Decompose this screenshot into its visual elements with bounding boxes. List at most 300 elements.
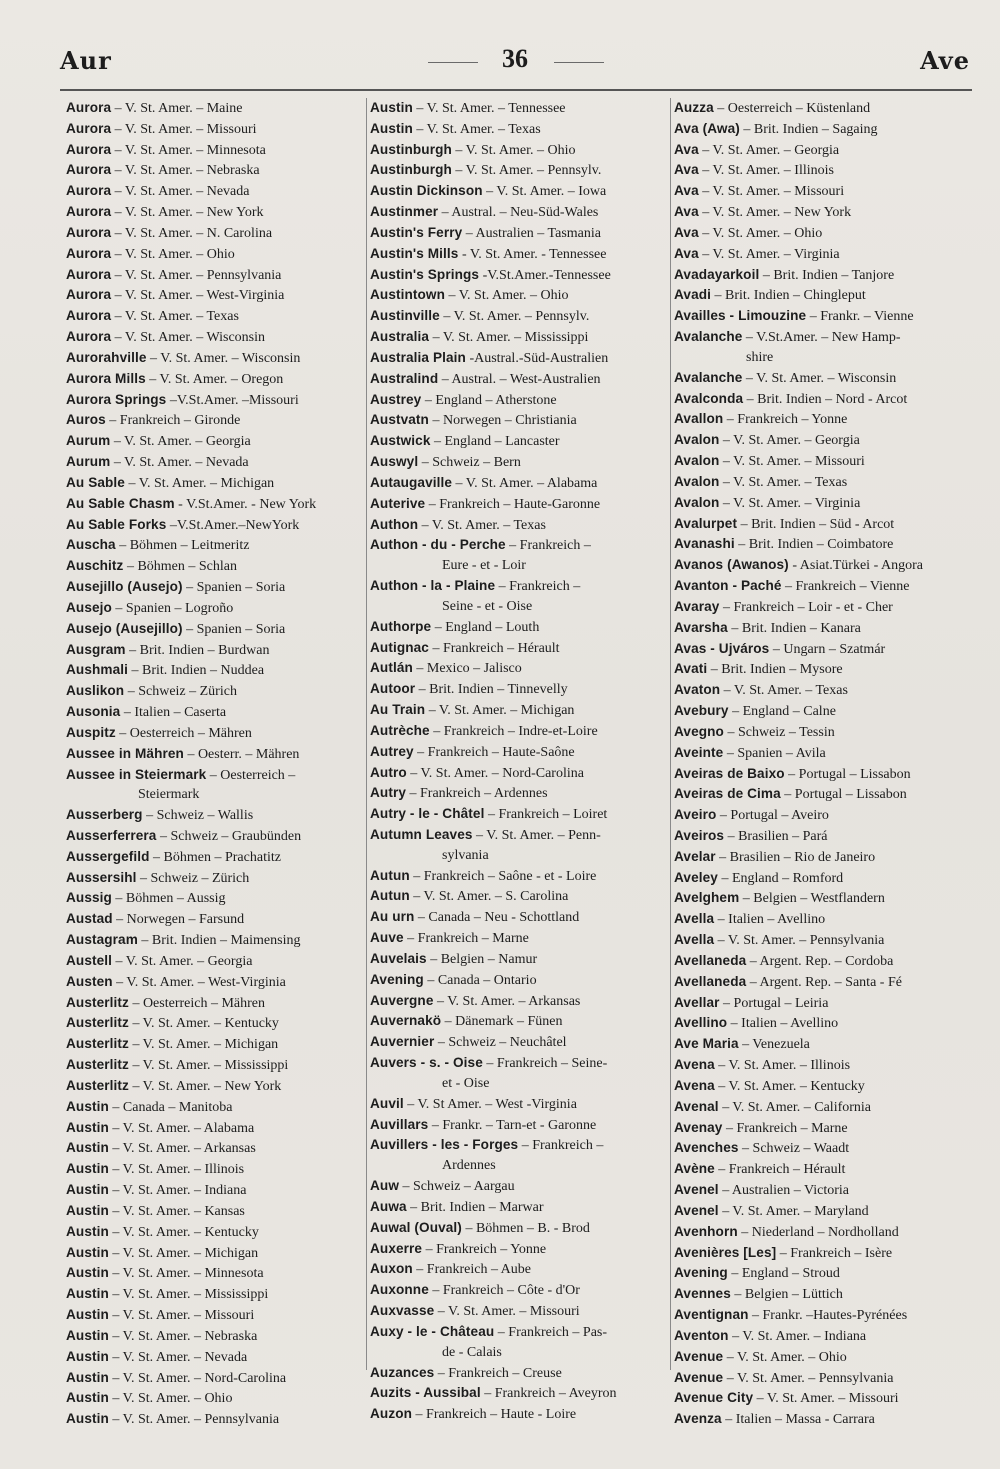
entry-headword: Avelghem [674, 890, 740, 906]
column-2 [370, 98, 670, 1425]
gazetteer-entry [370, 285, 670, 306]
entry-headword: Autoor [370, 681, 416, 697]
gazetteer-entry [370, 1383, 670, 1404]
gazetteer-entry [674, 430, 974, 451]
entry-location: – V. St. Amer. – Virginia [719, 495, 861, 511]
entry-location: – Italien – Caserta [120, 705, 227, 721]
entry-headword: Austin [66, 1327, 109, 1343]
entry-location: – Frankreich – [518, 1138, 604, 1154]
entry-location: – V. St. Amer. – Nebraska [111, 163, 260, 179]
gazetteer-entry [674, 265, 974, 286]
entry-location: – Schweiz – Graubünden [156, 828, 302, 844]
gazetteer-entry [370, 638, 670, 659]
entry-headword: Aventignan [674, 1307, 749, 1323]
entry-headword: Aurora [66, 204, 112, 220]
gazetteer-entry [66, 805, 366, 826]
entry-location: – Oesterr. – Mähren [183, 746, 300, 762]
entry-headword: Aurorahville [66, 349, 147, 365]
entry-location: – V. St. Amer. – Maine [111, 101, 243, 116]
entry-location: – V. St. Amer. – Arkansas [433, 993, 581, 1009]
entry-location: – V. St. Amer. – Alabama [108, 1120, 255, 1136]
entry-headword: Avanos (Awanos) [674, 557, 789, 573]
entry-location: – V. St Amer. – West -Virginia [403, 1096, 577, 1112]
gazetteer-entry [66, 306, 366, 327]
entry-headword: Austad [66, 911, 113, 927]
entry-headword: Avalconda [674, 390, 744, 406]
entry-headword: Austin [66, 1223, 109, 1239]
gazetteer-entry [674, 680, 974, 701]
entry-headword: Australia [370, 329, 430, 345]
entry-location: – V. St. Amer. – Minnesota [108, 1266, 264, 1282]
entry-headword: Avelar [674, 848, 716, 864]
header-right-guide-word: Ave [920, 46, 970, 75]
entry-headword: Auw [370, 1178, 399, 1194]
entry-location: – Frankreich – Vienne [781, 579, 910, 595]
gazetteer-entry [674, 868, 974, 889]
gazetteer-entry [66, 765, 366, 786]
entry-headword: Avellaneda [674, 952, 747, 968]
entry-location: – Frankreich – Loiret [484, 807, 608, 823]
entry-headword: Aussergefild [66, 848, 150, 864]
gazetteer-entry [674, 140, 974, 161]
entry-headword: Avalon [674, 473, 720, 489]
gazetteer-entry [674, 409, 974, 430]
gazetteer-entry [370, 1197, 670, 1218]
gazetteer-entry [370, 1322, 670, 1343]
entry-headword: Aussersihl [66, 869, 137, 885]
entry-headword: Auzza [674, 100, 714, 115]
entry-headword: Avalon [674, 453, 720, 469]
entry-location: – V.St.Amer. – New Hamp- [742, 330, 901, 346]
gazetteer-entry [66, 348, 366, 369]
entry-location: – Frankreich – Ardennes [406, 786, 548, 802]
entry-headword: Aveiros [674, 827, 725, 843]
gazetteer-entry [674, 1097, 974, 1118]
entry-location: – V. St. Amer. – Mississippi [429, 330, 589, 346]
gazetteer-entry [370, 617, 670, 638]
entry-headword: Auterive [370, 495, 426, 511]
entry-headword: Avalon [674, 432, 720, 448]
entry-headword: Autun [370, 867, 410, 883]
entry-location: - Asiat.Türkei - Angora [788, 558, 923, 574]
entry-headword: Austin [66, 1411, 109, 1427]
entry-continuation: Seine - et - Oise [442, 598, 533, 614]
gazetteer-entry [66, 1388, 366, 1409]
gazetteer-entry [370, 1094, 670, 1115]
entry-location: – V. St. Amer. – Tennessee [412, 101, 566, 116]
entry-headword: Aurora [66, 224, 112, 240]
entry-location: – Frankr. –Hautes-Pyrénées [748, 1308, 908, 1324]
entry-headword: Autignac [370, 639, 429, 655]
header-left-guide-word: Aur [60, 46, 112, 75]
gazetteer-entry [370, 1404, 670, 1425]
entry-headword: Austin [66, 1202, 109, 1218]
entry-location: – Canada – Ontario [423, 972, 537, 988]
entry-headword: Avalanche [674, 329, 743, 345]
column-1 [66, 98, 366, 1430]
entry-location: – Canada – Manitoba [108, 1099, 233, 1115]
entry-location: – Brit. Indien – Sagaing [739, 121, 878, 137]
entry-headword: Autry [370, 785, 406, 801]
gazetteer-entry [674, 202, 974, 223]
gazetteer-entry [370, 1032, 670, 1053]
entry-location: – V. St. Amer. – Texas [412, 121, 541, 137]
entry-headword: Austinburgh [370, 141, 452, 157]
entry-location: – Frankreich – Yonne [422, 1241, 547, 1257]
gazetteer-entry [370, 886, 670, 907]
gazetteer-entry [66, 660, 366, 681]
gazetteer-entry [674, 1013, 974, 1034]
entry-headword: Auvergne [370, 992, 434, 1008]
entry-location: – Brit. Indien – Tanjore [759, 267, 895, 283]
entry-headword: Austin [66, 1348, 109, 1364]
entry-location: – Brit. Indien – Maimensing [137, 933, 301, 949]
gazetteer-entry [674, 847, 974, 868]
entry-headword: Austin's Mills [370, 245, 459, 261]
entry-location: – Dänemark – Fünen [441, 1014, 563, 1030]
entry-headword: Austin [66, 1244, 109, 1260]
entry-continuation: et - Oise [442, 1075, 490, 1091]
entry-continuation: Eure - et - Loir [442, 558, 526, 574]
entry-headword: Avenay [674, 1119, 723, 1135]
gazetteer-entry [674, 451, 974, 472]
entry-headword: Austerlitz [66, 1036, 129, 1052]
entry-headword: Aurora Mills [66, 370, 146, 386]
entry-location: – V. St. Amer. – Nord-Carolina [406, 765, 584, 781]
entry-headword: Avarsha [674, 619, 728, 635]
entry-headword: Auspitz [66, 724, 116, 740]
gazetteer-entry [674, 639, 974, 660]
entry-location: – Oesterreich – Küstenland [713, 101, 871, 116]
entry-headword: Ava [674, 245, 699, 261]
entry-headword: Austrey [370, 391, 422, 407]
entry-location: – England – Calne [728, 704, 836, 720]
entry-location: – Frankreich – [505, 538, 591, 554]
entry-location: – V. St. Amer. – Illinois [714, 1058, 851, 1074]
gazetteer-entry [66, 1076, 366, 1097]
gazetteer-entry [674, 1201, 974, 1222]
entry-headword: Avalurpet [674, 515, 738, 531]
entry-location: – Frankreich – Haute-Saône [413, 744, 575, 760]
entry-location: – V. St. Amer. – Wisconsin [146, 350, 301, 366]
entry-headword: Auros [66, 412, 106, 428]
gazetteer-entry [66, 1263, 366, 1284]
entry-headword: Availles - Limouzine [674, 308, 807, 324]
entry-headword: Avellaneda [674, 973, 747, 989]
gazetteer-entry [66, 556, 366, 577]
gazetteer-entry [674, 493, 974, 514]
entry-location: – Canada – Neu - Schottland [414, 910, 580, 926]
entry-location: – Spanien – Avila [723, 745, 826, 761]
entry-location: – V. St. Amer. – Pennsylvania [723, 1370, 894, 1386]
entry-location: – Portugal – Lissabon [784, 766, 911, 782]
entry-headword: Auxerre [370, 1240, 423, 1256]
entry-location: – Italien – Avellino [727, 1016, 839, 1032]
gazetteer-entry [674, 368, 974, 389]
entry-location: – V. St. Amer. – Texas [720, 683, 848, 699]
entry-headword: Autry - le - Châtel [370, 806, 485, 822]
entry-location: – Brasilien – Rio de Janeiro [715, 849, 876, 865]
gazetteer-entry [66, 930, 366, 951]
entry-location: – V. St. Amer. – Nevada [110, 455, 249, 471]
gazetteer-entry [66, 390, 366, 411]
entry-headword: Avellar [674, 994, 720, 1010]
entry-location: – Schweiz – Wallis [142, 808, 254, 824]
entry-location: – V. St. Amer. – Texas [719, 474, 848, 490]
gazetteer-entry [370, 515, 670, 536]
gazetteer-entry [370, 535, 670, 556]
entry-location: – Frankreich – [495, 579, 581, 595]
entry-location: – V. St. Amer. – Kentucky [108, 1224, 259, 1240]
entry-headword: Avenel [674, 1182, 719, 1198]
gazetteer-entry [66, 888, 366, 909]
entry-headword: Austinburgh [370, 162, 452, 178]
entry-headword: Avalanche [674, 369, 743, 385]
entry-location: – England – Romford [717, 870, 844, 886]
entry-headword: Austinmer [370, 204, 439, 220]
gazetteer-entry [674, 306, 974, 327]
gazetteer-entry [66, 1201, 366, 1222]
gazetteer-entry [674, 555, 974, 576]
entry-headword: Ava [674, 141, 699, 157]
gazetteer-entry [66, 702, 366, 723]
entry-location: – Frankreich – Gironde [105, 413, 241, 429]
entry-location: – V. St. Amer. – New York [698, 205, 852, 221]
entry-location: – V. St. Amer. – Texas [111, 309, 239, 325]
gazetteer-entry [66, 826, 366, 847]
entry-location: – Frankreich – Creuse [434, 1365, 562, 1381]
entry-location: – V. St. Amer. – Nebraska [108, 1328, 258, 1344]
entry-location: – V. St. Amer. – Nevada [108, 1349, 248, 1365]
entry-headword: Aussig [66, 890, 112, 906]
gazetteer-entry [370, 1259, 670, 1280]
entry-location: – Frankreich – Hérault [714, 1162, 846, 1178]
gazetteer-entry [370, 452, 670, 473]
entry-headword: Aveiras de Baixo [674, 765, 785, 781]
gazetteer-entry [674, 1368, 974, 1389]
entry-headword: Avena [674, 1057, 715, 1073]
gazetteer-entry [370, 494, 670, 515]
entry-location: – V. St. Amer. – Ohio [723, 1349, 847, 1365]
gazetteer-entry [66, 244, 366, 265]
entry-location: – Oesterreich – Mähren [115, 725, 252, 741]
entry-headword: Avallon [674, 411, 724, 427]
gazetteer-entry [674, 1076, 974, 1097]
gazetteer-entry [66, 640, 366, 661]
gazetteer-entry [370, 576, 670, 597]
entry-location: – Brasilien – Pará [724, 828, 828, 844]
entry-headword: Auslikon [66, 683, 125, 699]
entry-location: – V. St. Amer. – Michigan [425, 703, 575, 719]
gazetteer-entry [66, 1347, 366, 1368]
entry-location: – V. St. Amer. – Pennsylv. [439, 309, 590, 325]
entry-headword: Avella [674, 932, 715, 948]
entry-location: – V. St. Amer. – Iowa [482, 184, 607, 200]
entry-location: – V. St. Amer. – California [718, 1099, 872, 1115]
gazetteer-entry [674, 327, 974, 348]
gazetteer-entry [370, 369, 670, 390]
entry-headword: Auvelais [370, 950, 427, 966]
entry-location: – Brit. Indien – Kanara [727, 620, 861, 636]
entry-location: – V. St. Amer. – Indiana [728, 1328, 867, 1344]
entry-headword: Austin [66, 1307, 109, 1323]
entry-location: – Frankreich – Aveyron [480, 1386, 617, 1402]
gazetteer-entry [370, 1176, 670, 1197]
entry-headword: Aurora [66, 245, 112, 261]
entry-location: – V. St. Amer. – Pennsylvania [108, 1412, 280, 1428]
gazetteer-entry [370, 140, 670, 161]
entry-headword: Auxonne [370, 1282, 429, 1298]
gazetteer-entry [66, 868, 366, 889]
entry-headword: Austerlitz [66, 1057, 129, 1073]
entry-headword: Aurum [66, 433, 111, 449]
entry-headword: Autlán [370, 660, 413, 676]
gazetteer-entry [370, 390, 670, 411]
entry-location: – V. St. Amer. – Oregon [145, 371, 284, 387]
gazetteer-entry [370, 306, 670, 327]
gazetteer-entry [66, 993, 366, 1014]
gazetteer-entry [370, 181, 670, 202]
gazetteer-entry [674, 472, 974, 493]
gazetteer-entry [370, 348, 670, 369]
entry-location: – Frankreich – Yonne [723, 412, 848, 428]
entry-location: -Austral.-Süd-Australien [465, 350, 609, 366]
gazetteer-entry [66, 223, 366, 244]
gazetteer-entry [66, 1409, 366, 1430]
entry-location: – Frankreich – Aube [412, 1262, 531, 1278]
gazetteer-entry [66, 98, 366, 119]
entry-headword: Autrey [370, 743, 414, 759]
entry-location: – Argent. Rep. – Santa - Fé [746, 974, 902, 990]
entry-location: - V. St. Amer. - Tennessee [458, 246, 607, 262]
gazetteer-entry [370, 98, 670, 119]
entry-headword: Ausserberg [66, 807, 143, 823]
entry-location: – V. St. Amer. – Texas [418, 517, 546, 533]
entry-headword: Austin [66, 1161, 109, 1177]
header-divider [60, 89, 972, 91]
gazetteer-entry [674, 784, 974, 805]
entry-headword: Aurora [66, 183, 112, 199]
entry-headword: Ava [674, 224, 699, 240]
entry-headword: Austin [66, 1265, 109, 1281]
gazetteer-entry [66, 160, 366, 181]
gazetteer-entry [674, 1305, 974, 1326]
entry-headword: Auvers - s. - Oise [370, 1055, 483, 1071]
entry-headword: Avebury [674, 703, 729, 719]
gazetteer-entry [370, 928, 670, 949]
gazetteer-entry [370, 202, 670, 223]
entry-location: – V. St. Amer. – Georgia [719, 433, 860, 449]
entry-location: – V. St. Amer. – Missouri [719, 454, 865, 470]
entry-headword: Au Train [370, 702, 426, 718]
gazetteer-entry [370, 223, 670, 244]
gazetteer-entry [674, 951, 974, 972]
entry-headword: Avaton [674, 682, 721, 698]
entry-location: – Belgien – Westflandern [739, 891, 885, 907]
entry-headword: Aurora Springs [66, 391, 167, 407]
entry-location: – V. St. Amer. – Pennsylvania [714, 933, 885, 949]
entry-location: – V. St. Amer. – Ohio [445, 288, 569, 304]
entry-headword: Avenue [674, 1348, 724, 1364]
entry-headword: Autumn Leaves [370, 826, 473, 842]
entry-headword: Ava [674, 183, 699, 199]
entry-location: - V.St.Amer. - New York [174, 496, 317, 512]
entry-location: – Schweiz – Waadt [738, 1141, 850, 1157]
entry-location: – V. St. Amer. – Ohio [451, 142, 576, 158]
entry-headword: Auscha [66, 537, 116, 553]
gazetteer-entry [66, 494, 366, 515]
entry-location: – Spanien – Soria [182, 580, 286, 596]
gazetteer-entry [66, 598, 366, 619]
entry-headword: Austwick [370, 433, 431, 449]
entry-location: – Frankreich – Haute - Loire [412, 1407, 577, 1423]
entry-location: – Ungarn – Szatmár [769, 641, 886, 657]
gazetteer-entry [370, 1301, 670, 1322]
entry-location: – V. St. Amer. – West-Virginia [112, 974, 286, 990]
entry-headword: Auxy - le - Château [370, 1323, 495, 1339]
entry-headword: Aventon [674, 1327, 729, 1343]
entry-location: – Austral. – West-Australien [438, 371, 601, 387]
entry-headword: Ava (Awa) [674, 120, 740, 136]
gazetteer-entry [674, 659, 974, 680]
entry-location: – Brit. Indien – Mysore [707, 662, 843, 678]
entry-headword: Avena [674, 1077, 715, 1093]
entry-location: – V. St. Amer. – Michigan [108, 1245, 259, 1261]
entry-location: – V. St. Amer. – Alabama [452, 475, 598, 491]
gazetteer-entry [66, 1055, 366, 1076]
entry-headword: Authon - du - Perche [370, 537, 506, 553]
entry-headword: Austin [370, 120, 413, 136]
page-header [60, 40, 970, 80]
entry-headword: Auzon [370, 1406, 413, 1422]
gazetteer-entry [66, 951, 366, 972]
entry-headword: Ausejo (Ausejillo) [66, 620, 183, 636]
gazetteer-entry [370, 991, 670, 1012]
gazetteer-entry [370, 721, 670, 742]
entry-headword: Avenza [674, 1411, 722, 1427]
entry-headword: Avas - Ujváros [674, 640, 770, 656]
gazetteer-entry [370, 1053, 670, 1074]
entry-headword: Auvernier [370, 1034, 435, 1050]
entry-headword: Au Sable Chasm [66, 495, 175, 511]
entry-headword: Aveley [674, 869, 718, 885]
entry-location: – V. St. Amer. – Illinois [108, 1162, 245, 1178]
gazetteer-entry [66, 515, 366, 536]
entry-headword: Ausejillo (Ausejo) [66, 579, 183, 595]
gazetteer-entry [66, 1222, 366, 1243]
entry-location: – Australien – Victoria [718, 1183, 850, 1199]
entry-location: – V. St. Amer. – Wisconsin [111, 330, 266, 346]
gazetteer-entry [370, 783, 670, 804]
gazetteer-entry [66, 140, 366, 161]
gazetteer-entry [674, 909, 974, 930]
gazetteer-entry [66, 577, 366, 598]
entry-location: – Frankreich – Isère [776, 1245, 893, 1261]
entry-headword: Austell [66, 952, 113, 968]
gazetteer-entry [66, 452, 366, 473]
gazetteer-entry [674, 1409, 974, 1430]
entry-headword: Avenue [674, 1369, 724, 1385]
entry-location: – V. St. Amer. – Pennsylvania [111, 267, 282, 283]
entry-headword: Au Sable [66, 474, 125, 490]
entry-headword: Aveinte [674, 744, 724, 760]
entry-location: – Böhmen – Prachatitz [149, 849, 281, 865]
entry-location: – Schweiz – Neuchâtel [434, 1035, 567, 1051]
gazetteer-entry [674, 181, 974, 202]
entry-location: – Brit. Indien – Süd - Arcot [737, 516, 895, 532]
entry-headword: Austin [66, 1140, 109, 1156]
entry-location: – V. St. Amer. – Maryland [718, 1203, 869, 1219]
